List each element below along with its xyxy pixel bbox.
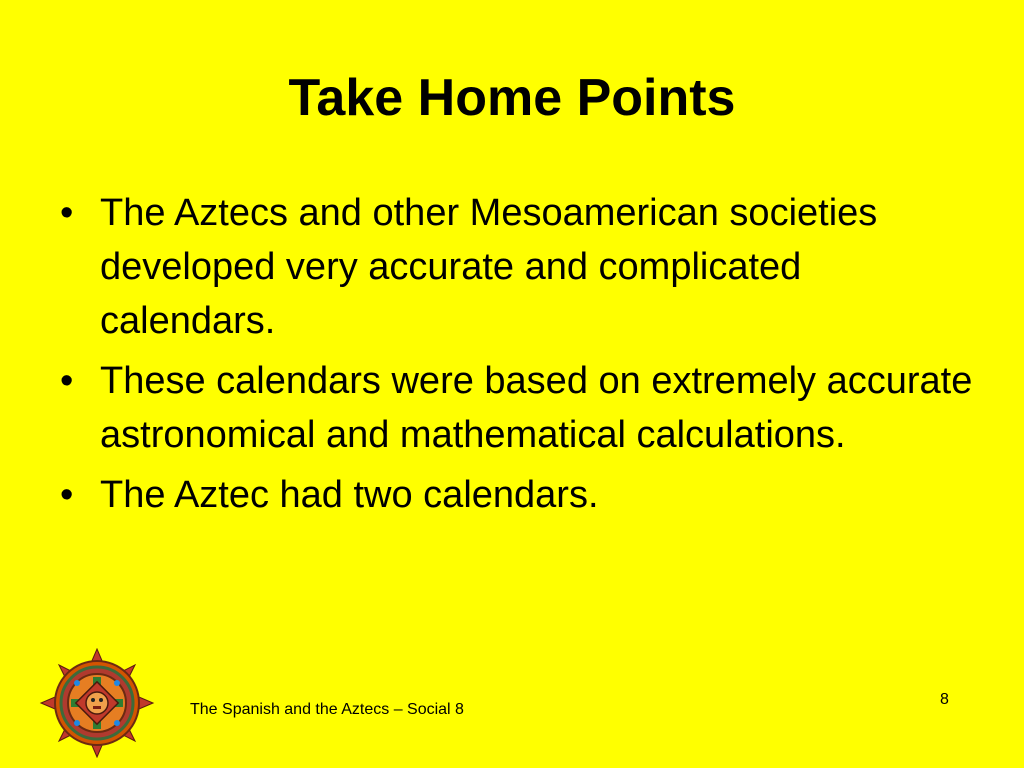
- bullet-item: [56, 468, 976, 522]
- bullet-marker: •: [60, 360, 74, 402]
- bullet-item: [56, 186, 976, 348]
- footer-text: The Spanish and the Aztecs – Social 8: [190, 701, 464, 718]
- bullet-text: These calendars were based on extremely accurate astronomical and mathematical calculations.: [100, 360, 973, 456]
- bullet-text: The Aztecs and other Mesoamerican societies developed very accurate and complicated calendars.: [100, 192, 878, 342]
- aztec-sun-stone-icon: [38, 648, 156, 758]
- bullet-marker: •: [60, 474, 74, 516]
- page-number: 8: [940, 691, 949, 708]
- bullet-list: [56, 186, 976, 528]
- bullet-item: [56, 354, 976, 462]
- bullet-marker: •: [60, 192, 74, 234]
- slide-title: Take Home Points: [288, 69, 736, 127]
- bullet-text: The Aztec had two calendars.: [100, 474, 599, 516]
